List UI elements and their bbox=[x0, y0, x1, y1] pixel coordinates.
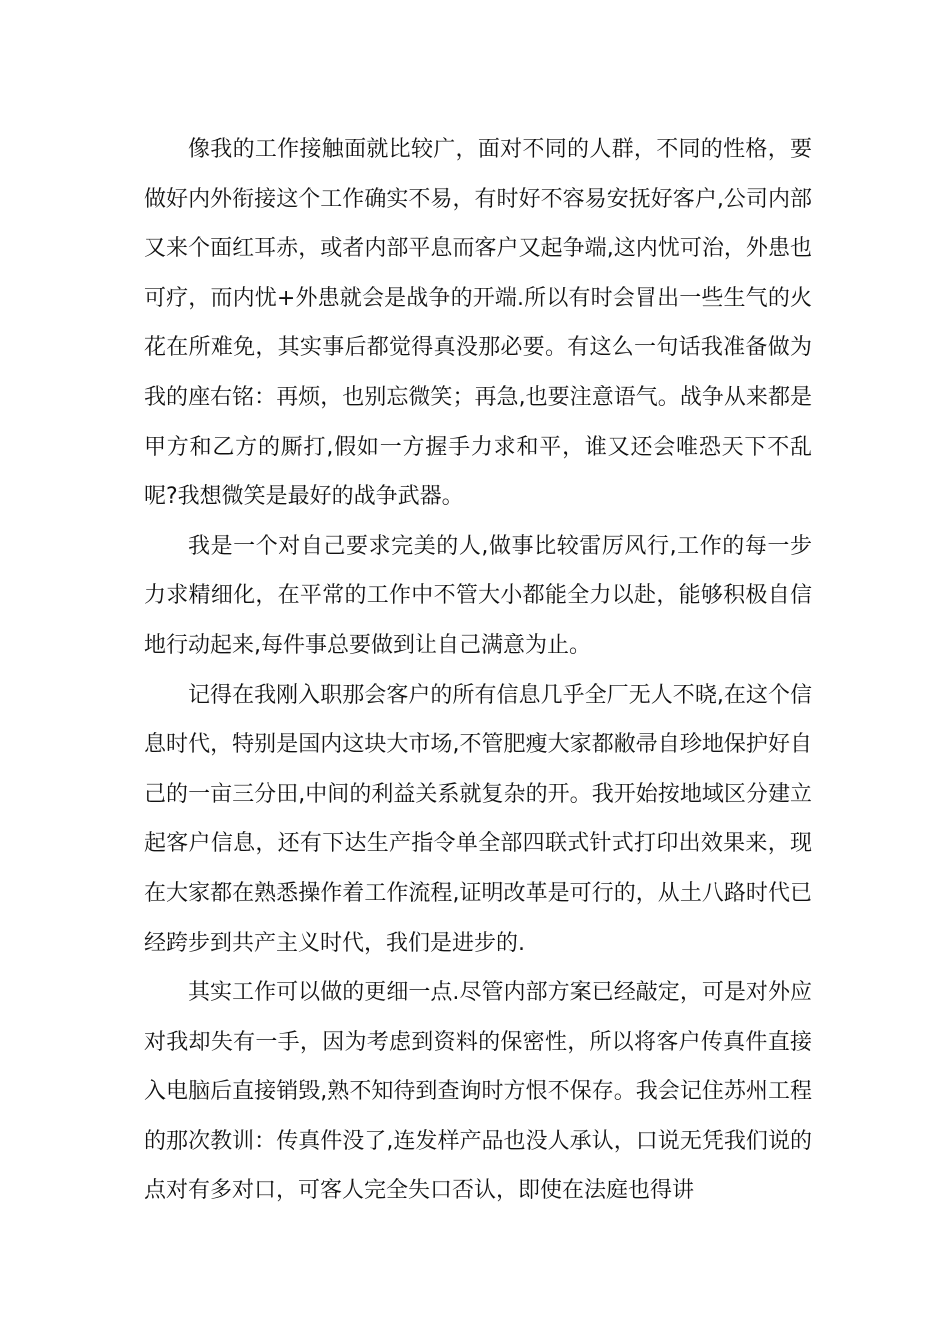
paragraph: 其实工作可以做的更细一点.尽管内部方案已经敲定，可是对外应对我却失有一手，因为考虑到资料的保密性，所以将客户传真件直接入电脑后直接销毁,熟不知待到查询时方恨不保存。我会记住苏州工程的那次教训：传真件没了,连发样产品也没人承认，口说无凭我们说的点对有多对口，可客人完全失口否认，即使在法庭也得讲 bbox=[144, 980, 812, 1204]
paragraph: 像我的工作接触面就比较广，面对不同的人群，不同的性格，要做好内外衔接这个工作确实不易，有时好不容易安抚好客户,公司内部又来个面红耳赤，或者内部平息而客户又起争端,这内忧可治，外患也可疗，而内忧+外患就会是战争的开端.所以有时会冒出一些生气的火花在所难免，其实事后都觉得真没那必要。有这么一句话我准备做为我的座右铭：再烦，也别忘微笑；再急,也要注意语气。战争从来都是甲方和乙方的厮打,假如一方握手力求和平，谁又还会唯恐天下不乱呢?我想微笑是最好的战争武器。 bbox=[144, 137, 812, 510]
body-text bbox=[144, 125, 812, 1216]
paragraph: 我是一个对自己要求完美的人,做事比较雷厉风行,工作的每一步力求精细化，在平常的工作中不管大小都能全力以赴，能够积极自信地行动起来,每件事总要做到让自己满意为止。 bbox=[144, 533, 812, 658]
paragraph: 记得在我刚入职那会客户的所有信息几乎全厂无人不晓,在这个信息时代，特别是国内这块大市场,不管肥瘦大家都敝帚自珍地保护好自己的一亩三分田,中间的利益关系就复杂的开。我开始按地域区分建立起客户信息，还有下达生产指令单全部四联式针式打印出效果来，现在大家都在熟悉操作着工作流程,证明改革是可行的，从土八路时代已经跨步到共产主义时代，我们是进步的. bbox=[144, 682, 812, 956]
